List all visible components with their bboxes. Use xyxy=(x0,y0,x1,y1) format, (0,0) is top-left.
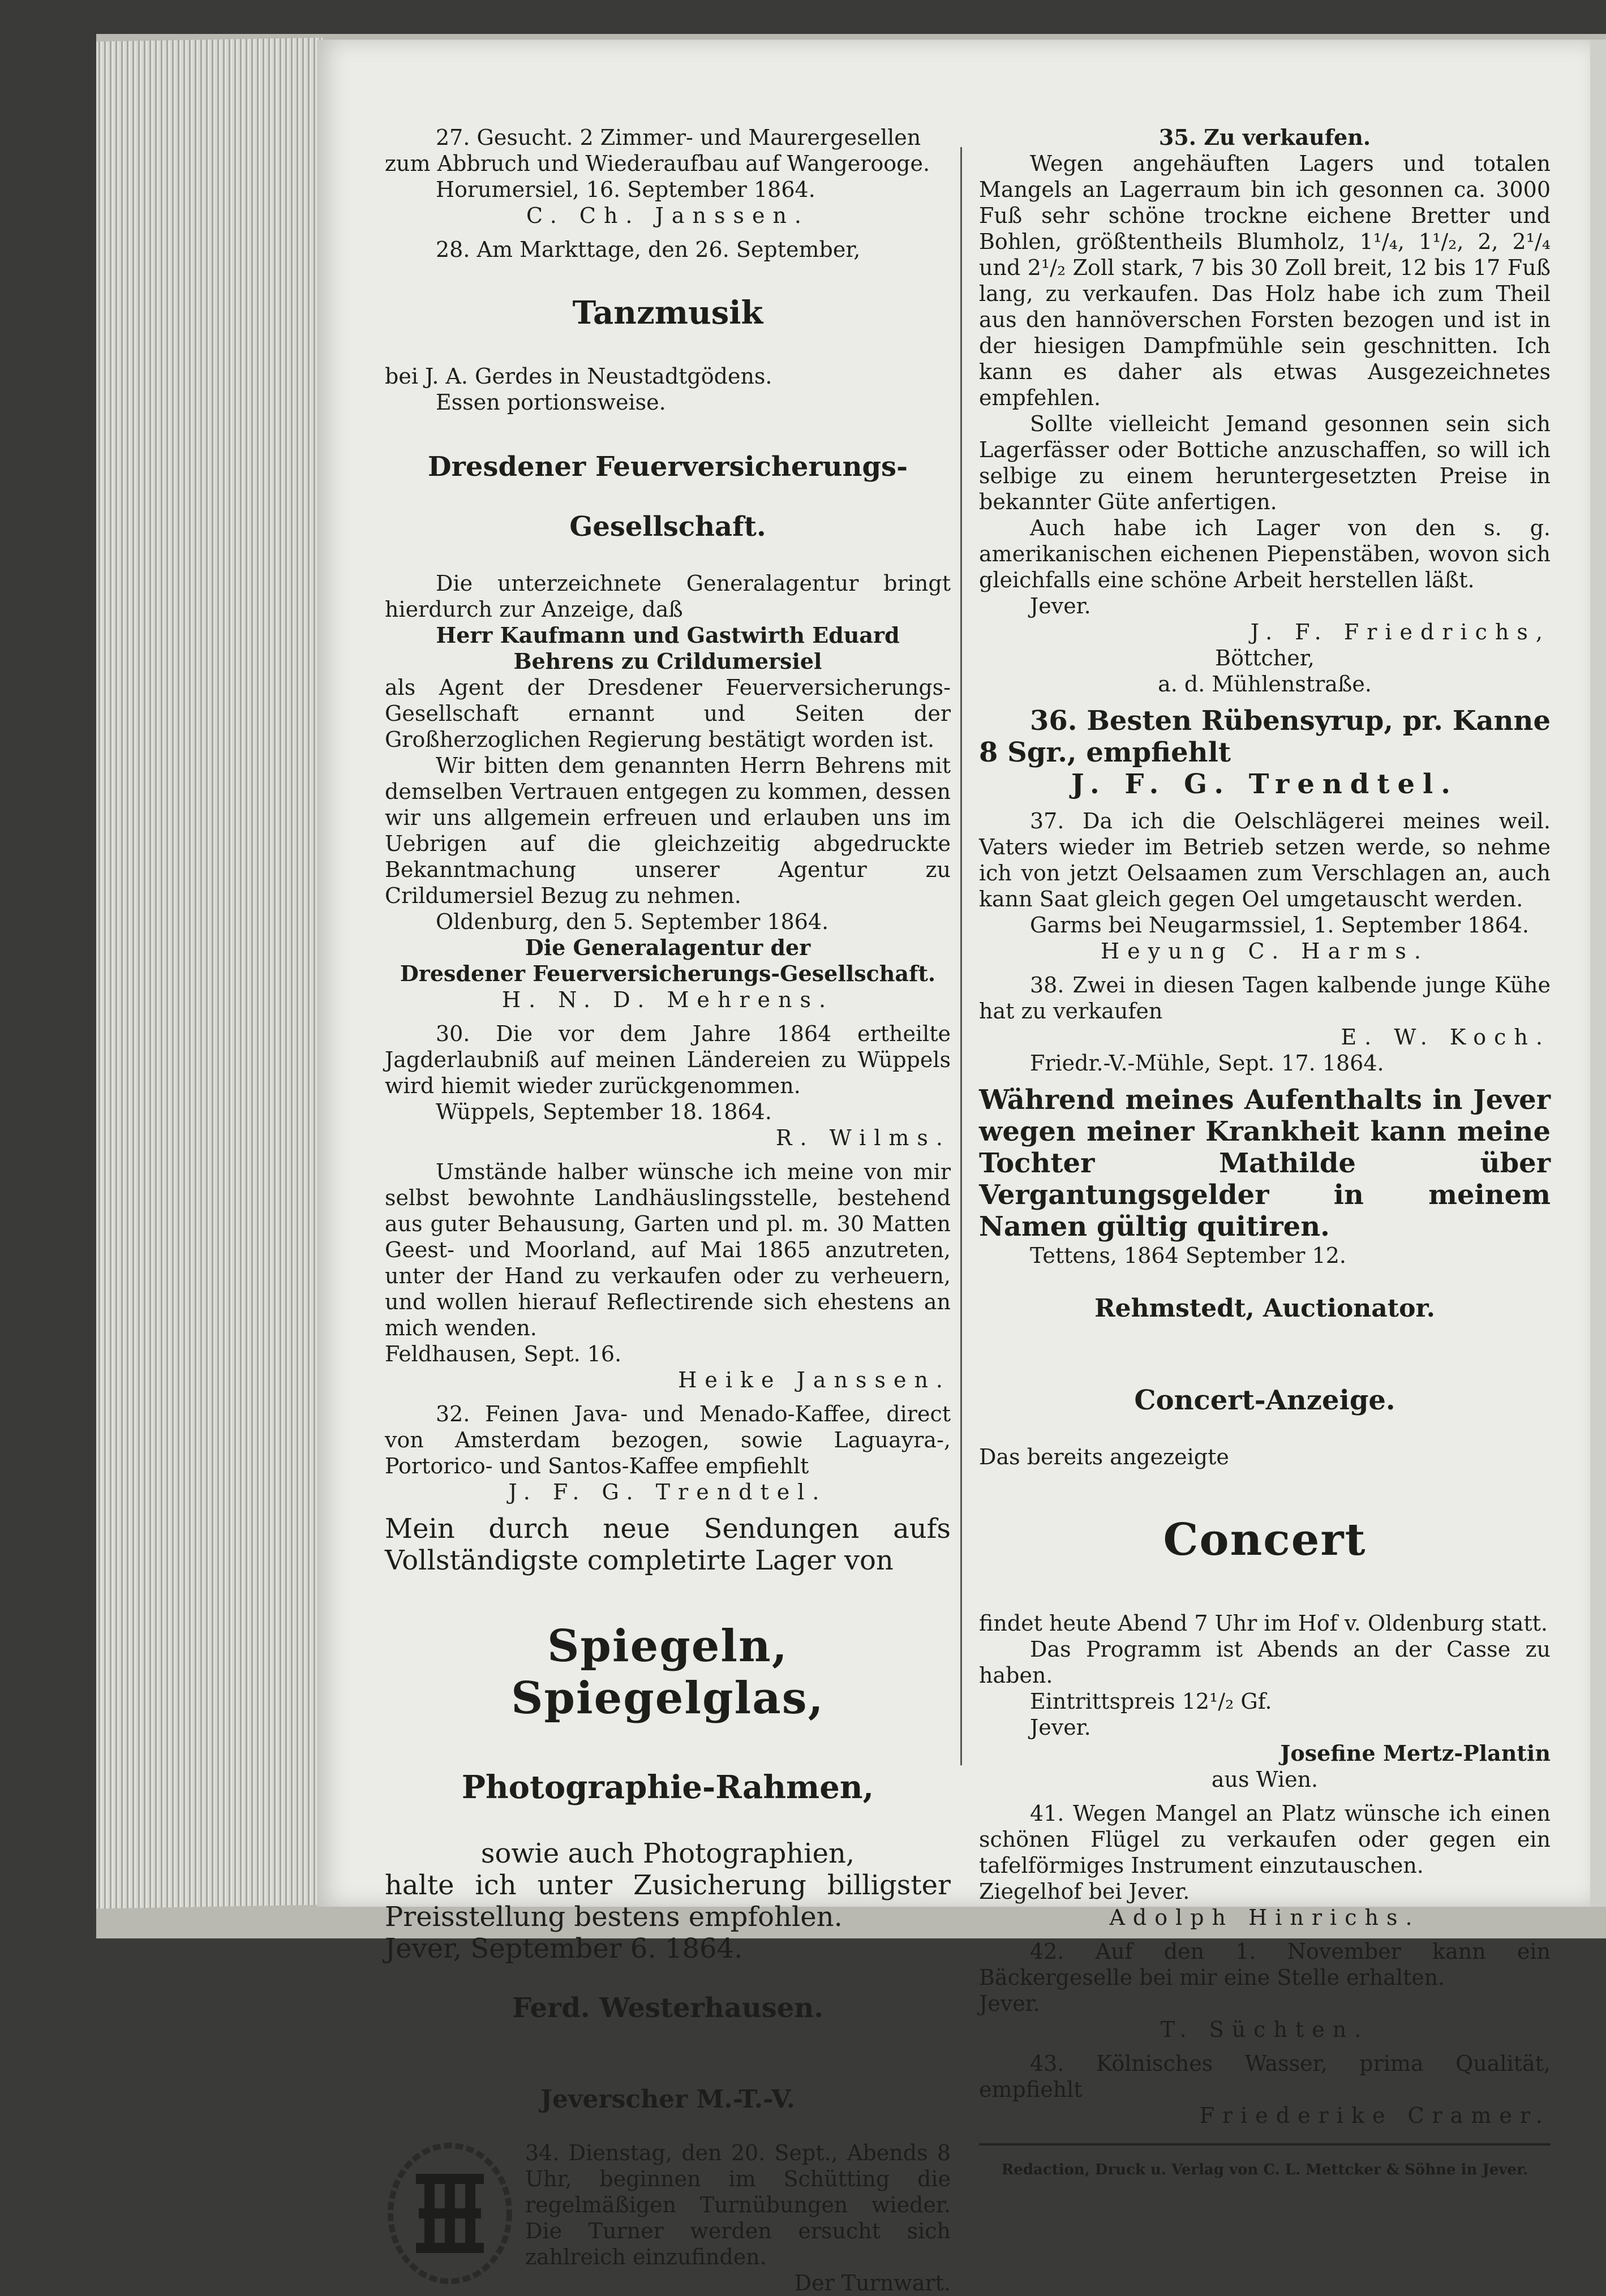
ad-33-line-1: Mein durch neue Sendungen aufs Vollständigste completirte Lager von xyxy=(385,1513,951,1576)
ad-37-para: 37. Da ich die Oelschlägerei meines weil. Vaters wieder im Betrieb setzen werde, so nehme ich von jetzt Oelsaamen zum Verschlagen an, auch kann Saat gleich gegen Oel umgetauscht werden. xyxy=(979,809,1551,911)
ad-37-date: Garms bei Neugarmssiel, 1. September 1864. xyxy=(1030,913,1529,938)
ad-29-signature-3: H. N. D. Mehrens. xyxy=(501,987,834,1012)
ad-40-headline: Concert xyxy=(1163,1514,1367,1566)
ad-29-date: Oldenburg, den 5. September 1864. xyxy=(436,909,829,934)
ad-38-signature: E. W. Koch. xyxy=(1341,1025,1551,1050)
ad-27-line-1: 27. Gesucht. 2 Zimmer- und Maurergesellen xyxy=(436,125,921,150)
ad-33-line-2: sowie auch Photographien, xyxy=(480,1838,855,1869)
ad-29-signature-2: Dresdener Feuerversicherungs-Gesellschaft. xyxy=(400,961,936,986)
ad-33-line-3: halte ich unter Zusicherung billigster Preisstellung bestens empfohlen. xyxy=(385,1869,951,1933)
ad-30-signature: R. Wilms. xyxy=(775,1125,951,1150)
ad-35-signature-2: Böttcher, xyxy=(1215,646,1315,670)
ad-28-line-1: 28. Am Markttage, den 26. September, xyxy=(436,237,861,262)
ad-35-para-1: Wegen angehäuften Lagers und totalen Mangels an Lagerraum bin ich gesonnen ca. 3000 Fuß sehr schöne trockne eichene Bretter und Bohlen, größtentheils Blumholz, 1¹/₄, 1¹/₂, 2, 2¹/₄ und 2¹/₂ Zoll stark, 7 bis 30 Zoll breit, 12 bis 17 Fuß lang, zu verkaufen. Das Holz habe ich zum Theil aus den hannöverschen Forsten bezogen und ist in der hiesigen Dampfmühle sein geschnitten. Ich kann es daher als etwas Ausgezeichnetes empfehlen. xyxy=(979,151,1551,410)
ad-40-title: Concert-Anzeige. xyxy=(1134,1385,1395,1416)
ad-35-title: 35. Zu verkaufen. xyxy=(1158,124,1371,150)
ad-33-signature: Ferd. Westerhausen. xyxy=(512,1992,823,2024)
ad-31-para: Umstände halber wünsche ich meine von mir selbst bewohnte Landhäuslingsstelle, bestehend aus guter Behausung, Garten und pl. m. 30 Matten Geest- und Moorland, auf Mai 1865 anzutreten, unter der Hand zu verkaufen oder zu verheuern, und wollen hierauf Reflectirende sich ehestens an mich wenden. xyxy=(385,1159,951,1340)
ad-28-line-2: bei J. A. Gerdes in Neustadtgödens. xyxy=(385,364,772,389)
ad-37 xyxy=(979,808,1551,964)
ad-35-signature-1: J. F. Friedrichs, xyxy=(1250,620,1551,644)
ad-29-name-1: Herr Kaufmann und Gastwirth Eduard xyxy=(436,622,900,648)
ad-30 xyxy=(385,1021,951,1151)
ad-36-para: 36. Besten Rübensyrup, pr. Kanne 8 Sgr., empfiehlt xyxy=(979,705,1551,768)
ad-40-line-2: findet heute Abend 7 Uhr im Hof v. Oldenburg statt. xyxy=(979,1611,1548,1636)
ad-32-signature: J. F. G. Trendtel. xyxy=(508,1480,827,1504)
ad-40-line-1: Das bereits angezeigte xyxy=(979,1444,1229,1469)
ad-42-signature: T. Süchten. xyxy=(1160,2017,1369,2042)
ad-29-para-2: als Agent der Dresdener Feuerversicherungs-Gesellschaft ernannt und Seiten der Großherzoglichen Regierung bestätigt worden ist. xyxy=(385,675,951,752)
ad-41 xyxy=(979,1800,1551,1930)
ad-28 xyxy=(385,237,951,415)
ad-34-signature: Der Turnwart. xyxy=(794,2271,951,2295)
ad-29 xyxy=(385,450,951,1013)
ad-40-place: Jever. xyxy=(1030,1715,1091,1740)
ad-34-para: 34. Dienstag, den 20. Sept., Abends 8 Uhr, beginnen im Schütting die regelmäßigen Turnübungen wieder. Die Turner werden ersucht sich zahlreich einzufinden. xyxy=(525,2140,951,2269)
ad-42 xyxy=(979,1938,1551,2043)
ad-36-signature: J. F. G. Trendtel. xyxy=(1071,768,1458,800)
ad-33-headline-2: Photographie-Rahmen, xyxy=(461,1769,874,1806)
newspaper-page xyxy=(317,40,1590,2295)
ad-29-signature-1: Die Generalagentur der xyxy=(525,935,811,960)
ad-40-line-3: Das Programm ist Abends an der Casse zu haben. xyxy=(979,1637,1551,1688)
ad-30-para: 30. Die vor dem Jahre 1864 ertheilte Jagderlaubniß auf meinen Ländereien zu Wüppels wird hiemit wieder zurückgenommen. xyxy=(385,1021,951,1098)
ad-43 xyxy=(979,2050,1551,2129)
ad-35 xyxy=(979,124,1551,697)
ad-34-title: Jeverscher M.-T.-V. xyxy=(540,2085,795,2114)
ad-35-place: Jever. xyxy=(1030,594,1091,618)
ad-32-para: 32. Feinen Java- und Menado-Kaffee, direct von Amsterdam bezogen, sowie Laguayra-, Portorico- und Santos-Kaffee empfiehlt xyxy=(385,1401,951,1478)
ad-33-headline-1: Spiegeln, Spiegelglas, xyxy=(511,1620,825,1724)
ad-38-para: 38. Zwei in diesen Tagen kalbende junge Kühe hat zu verkaufen xyxy=(979,973,1551,1024)
ad-40-line-4: Eintrittspreis 12¹/₂ Gf. xyxy=(1030,1689,1272,1714)
imprint-footer: Redaction, Druck u. Verlag von C. L. Mettcker & Söhne in Jever. xyxy=(1001,2161,1528,2178)
ad-37-signature: Heyung C. Harms. xyxy=(1101,939,1429,964)
ad-34 xyxy=(385,2084,951,2296)
book-page-edges xyxy=(96,38,323,1909)
ad-38-date: Friedr.-V.-Mühle, Sept. 17. 1864. xyxy=(1030,1051,1384,1076)
ad-27-line-2: zum Abbruch und Wiederaufbau auf Wangerooge. xyxy=(385,151,930,176)
ad-39 xyxy=(979,1084,1551,1324)
ad-42-para: 42. Auf den 1. November kann ein Bäckergeselle bei mir eine Stelle erhalten. xyxy=(979,1939,1551,1990)
ad-27-signature: C. Ch. Janssen. xyxy=(526,203,809,228)
ad-43-signature: Friederike Cramer. xyxy=(1199,2103,1551,2128)
ad-38 xyxy=(979,972,1551,1076)
ad-41-para: 41. Wegen Mangel an Platz wünsche ich einen schönen Flügel zu verkaufen oder gegen ein tafelförmiges Instrument einzutauschen. xyxy=(979,1801,1551,1878)
ad-36 xyxy=(979,705,1551,800)
ad-29-title-1: Dresdener Feuerversicherungs- xyxy=(428,451,908,483)
ad-31 xyxy=(385,1159,951,1393)
ad-29-name-2: Behrens zu Crildumersiel xyxy=(513,648,822,674)
footer-rule xyxy=(979,2143,1551,2145)
left-column xyxy=(385,124,951,2296)
ad-43-para: 43. Kölnisches Wasser, prima Qualität, empfiehlt xyxy=(979,2051,1551,2102)
ad-42-place: Jever. xyxy=(979,1991,1040,2016)
ad-27-line-3: Horumersiel, 16. September 1864. xyxy=(436,177,815,202)
ad-33 xyxy=(385,1513,951,2024)
ad-30-date: Wüppels, September 18. 1864. xyxy=(436,1099,772,1124)
ad-31-date: Feldhausen, Sept. 16. xyxy=(385,1342,622,1366)
ad-41-signature: Adolph Hinrichs. xyxy=(1109,1905,1420,1930)
ad-40-signature-1: Josefine Mertz-Plantin xyxy=(1280,1740,1551,1766)
ad-29-title-2: Gesellschaft. xyxy=(569,511,766,543)
ad-28-title: Tanzmusik xyxy=(572,294,763,332)
ad-39-signature: Rehmstedt, Auctionator. xyxy=(1094,1294,1435,1323)
ad-35-signature-3: a. d. Mühlenstraße. xyxy=(1158,672,1372,696)
ad-32 xyxy=(385,1401,951,1505)
ad-35-para-2: Sollte vielleicht Jemand gesonnen sein sich Lagerfässer oder Bottiche anzuschaffen, so will ich selbige zu einem heruntergesetzten Preise in bekannter Güte anfertigen. xyxy=(979,411,1551,514)
ad-33-date: Jever, September 6. 1864. xyxy=(385,1933,743,1964)
column-rule xyxy=(960,147,962,1765)
ad-41-date: Ziegelhof bei Jever. xyxy=(979,1879,1190,1904)
ad-40-signature-2: aus Wien. xyxy=(1211,1767,1319,1792)
ad-35-para-3: Auch habe ich Lager von den s. g. amerikanischen eichenen Piepenstäben, wovon sich gleichfalls eine schöne Arbeit herstellen läßt. xyxy=(979,515,1551,592)
ad-29-para-1: Die unterzeichnete Generalagentur bringt hierdurch zur Anzeige, daß xyxy=(385,571,951,622)
ad-39-para: Während meines Aufenthalts in Jever wegen meiner Krankheit kann meine Tochter Mathilde über Vergantungsgelder in meinem Namen gültig quitiren. xyxy=(979,1084,1551,1242)
ad-40 xyxy=(979,1384,1551,1792)
ad-39-date: Tettens, 1864 September 12. xyxy=(1030,1243,1346,1268)
ad-29-para-3: Wir bitten dem genannten Herrn Behrens mit demselben Vertrauen entgegen zu kommen, dessen wir uns allgemein erfreuen und erlauben uns im Uebrigen auf die gleichzeitig abgedruckte Bekanntmachung unserer Agentur zu Crildumersiel Bezug zu nehmen. xyxy=(385,753,951,908)
right-column xyxy=(979,124,1551,2194)
turner-cross-emblem xyxy=(385,2140,515,2287)
ad-31-signature: Heike Janssen. xyxy=(678,1368,951,1392)
ad-28-line-3: Essen portionsweise. xyxy=(436,390,666,415)
ad-27 xyxy=(385,124,951,229)
